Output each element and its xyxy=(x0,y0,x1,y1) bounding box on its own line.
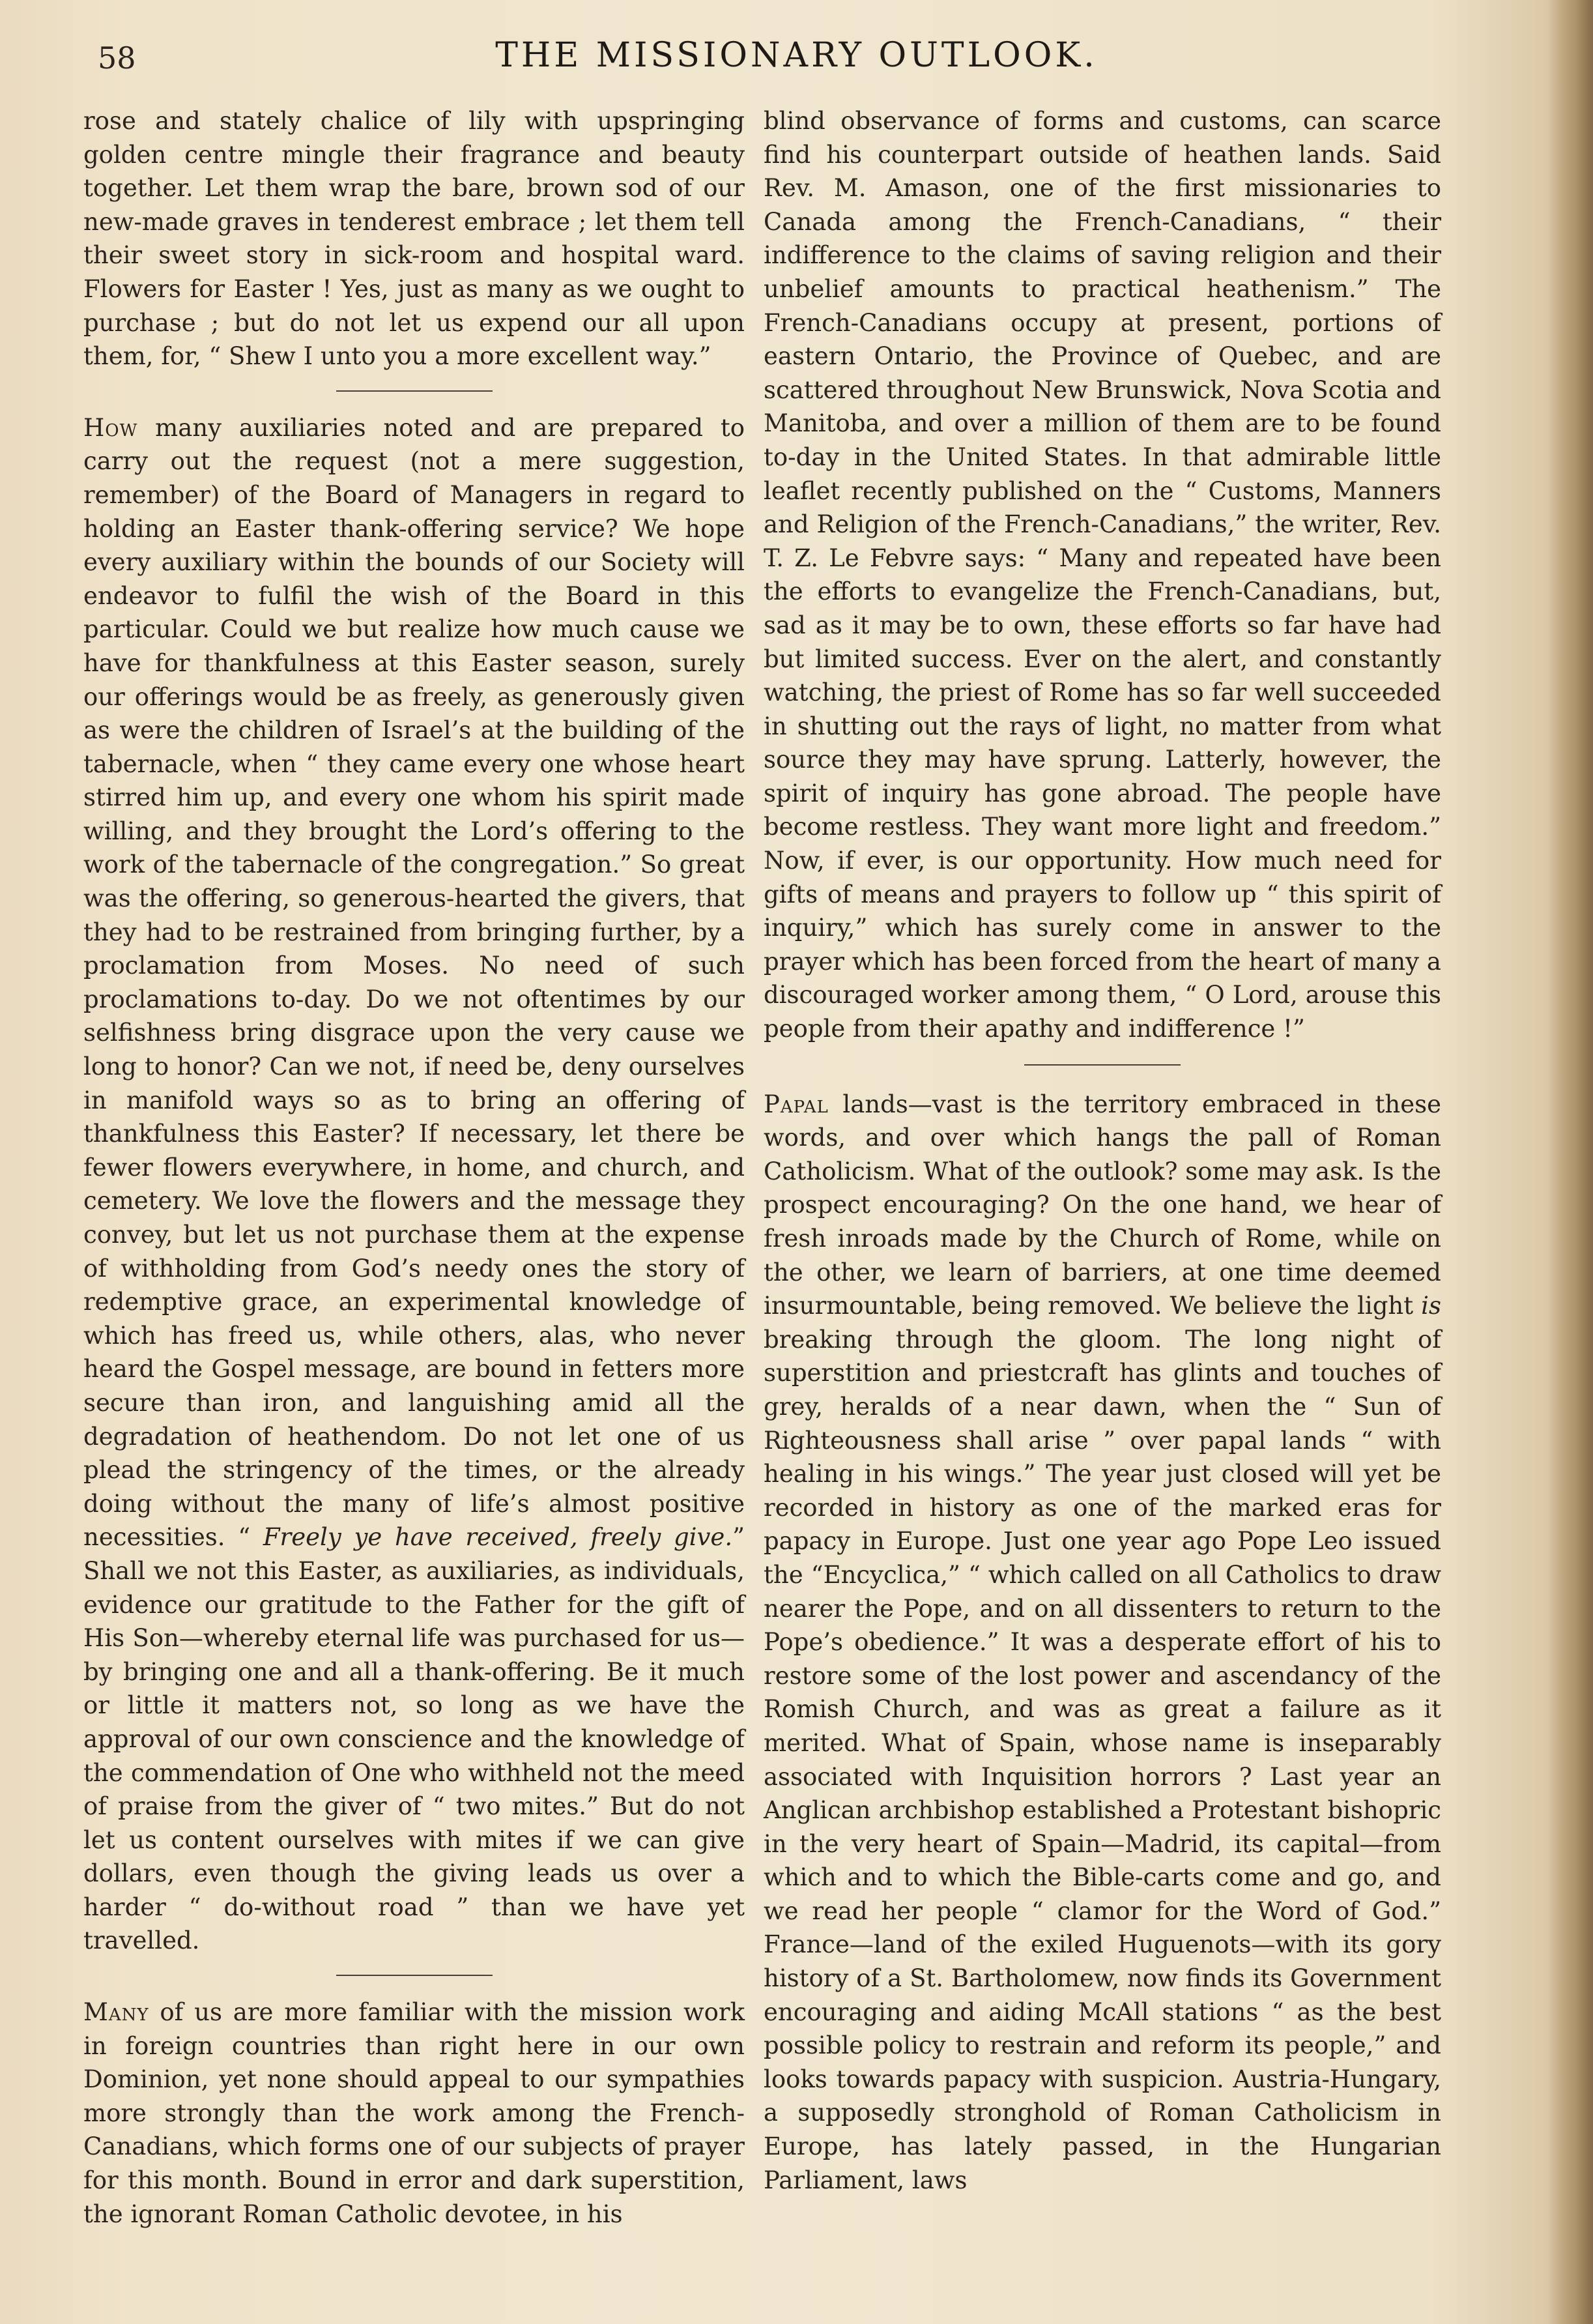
paragraph-text: many auxiliaries noted and are prepared to carry out the request (not a mere suggestion, remember) of the Board of Managers in regard to holding an Easter thank-offering service? We hope every auxiliary within the bounds of our Society will endeavor to fulfil the wish of the Board in this particular. Could we but realize how much cause we have for thankfulness at this Easter season, surely our offerings would be as freely, as generously given as were the children of Israel’s at the building of the tabernacle, when “ they came every one whose heart stirred him up, and every one whom his spirit made willing, and they brought the Lord’s offering to the work of the tabernacle of the congregation.” So great was the offering, so generous-hearted the givers, that they had to be restrained from bringing further, by a proclamation from Moses. No need of such proclamations to-day. Do we not oftentimes by our selfishness bring disgrace upon the very cause we long to honor? Can we not, if need be, deny ourselves in manifold ways so as to bring an offering of thankfulness this Easter? If necessary, let there be fewer flowers everywhere, in home, and church, and cemetery. We love the flowers and the message they convey, but let us not purchase them at the expense of withholding from God’s needy ones the story of redemptive grace, an experimental knowledge of which has freed us, while others, alas, who never heard the Gospel message, are bound in fetters more secure than iron, and languishing amid all the degradation of heathendom. Do not let one of us plead the stringency of the times, or the already doing without the many of life’s almost positive necessities. “ xyxy=(83,413,745,1552)
italic-quote: Freely ye have received, freely give. xyxy=(263,1523,733,1552)
paragraph-lead-word: Papal xyxy=(764,1090,829,1118)
right-column xyxy=(764,104,1441,2197)
section-divider xyxy=(1024,1064,1181,1066)
paragraph-text: ” Shall we not this Easter, as auxiliaries, as individuals, evidence our gratitude to the Father for the gift of His Son—whereby eternal life was purchased for us—by bringing one and all a thank-offering. Be it much or little it matters not, so long as we have the approval of our own conscience and the knowledge of the commendation of One who withheld not the meed of praise from the giver of “ two mites.” But do not let us content ourselves with mites if we can give dollars, even though the giving leads us over a harder “ do-without road ” than we have yet travelled. xyxy=(83,1523,745,1955)
paragraph-text: breaking through the gloom. The long night of superstition and priestcraft has glints and touches of grey, heralds of a near dawn, when the “ Sun of Righteousness shall arise ” over papal lands “ with healing in his wings.” The year just closed will yet be recorded in history as one of the marked eras for papacy in Europe. Just one year ago Pope Leo issued the “Encyclica,” “ which called on all Catholics to draw nearer the Pope, and on all dissenters to return to the Pope’s obedience.” It was a desperate effort of his to restore some of the lost power and ascendancy of the Romish Church, and was as great a failure as it merited. What of Spain, whose name is inseparably associated with Inquisition horrors ? Last year an Anglican archbishop established a Protestant bishopric in the very heart of Spain—Madrid, its capital—from which and to which the Bible-carts come and go, and we read her people “ clamor for the Word of God.” France—land of the exiled Huguenots—with its gory history of a St. Bartholomew, now finds its Government encouraging and aiding McAll stations “ as the best possible policy to restrain and reform its people,” and looks towards papacy with suspicion. Austria-Hungary, a supposedly stronghold of Roman Catholicism in Europe, has lately passed, in the Hungarian Parliament, laws xyxy=(764,1325,1441,2194)
paragraph-easter-thank-offering xyxy=(83,411,745,1958)
left-column xyxy=(83,104,745,2231)
running-title: THE MISSIONARY OUTLOOK. xyxy=(495,36,1098,75)
paragraph-lead-word: Many xyxy=(83,1998,149,2027)
paragraph-text: lands—vast is the territory embraced in these words, and over which hangs the pall of Roman Catholicism. What of the outlook? some may ask. Is the prospect encouraging? On the one hand, we hear of fresh inroads made by the Church of Rome, while on the other, we learn of barriers, at one time deemed insurmountable, being removed. We believe the light xyxy=(764,1090,1441,1320)
section-divider xyxy=(336,390,493,392)
page-number: 58 xyxy=(98,40,136,76)
paragraph-flowers: rose and stately chalice of lily with upspringing golden centre mingle their fragrance and beauty together. Let them wrap the bare, brown sod of our new-made graves in tenderest embrace ; let them tell their sweet story in sick-room and hospital ward. Flowers for Easter ! Yes, just as many as we ought to purchase ; but do not let us expend our all upon them, for, “ Shew I unto you a more excellent way.” xyxy=(83,107,745,371)
paragraph-text: of us are more familiar with the mission work in foreign countries than right here in our own Dominion, yet none should appeal to our sympathies more strongly than the work among the French-Canadians, which forms one of our subjects of prayer for this month. Bound in error and dark superstition, the ignorant Roman Catholic devotee, in his xyxy=(83,1998,745,2228)
paragraph-french-canadians xyxy=(83,1996,745,2231)
section-divider xyxy=(336,1975,493,1976)
paragraph-papal-lands xyxy=(764,1088,1441,2198)
paragraph-french-canadians-continued: blind observance of forms and customs, can scarce find his counterpart outside of heathen lands. Said Rev. M. Amason, one of the first missionaries to Canada among the French-Canadians, “ their indifference to the claims of saving religion and their unbelief amounts to practical heathenism.” The French-Canadians occupy at present, portions of eastern Ontario, the Province of Quebec, and are scattered throughout New Brunswick, Nova Scotia and Manitoba, and over a million of them are to be found to-day in the United States. In that admirable little leaflet recently published on the “ Customs, Manners and Religion of the French-Canadians,” the writer, Rev. T. Z. Le Febvre says: “ Many and repeated have been the efforts to evangelize the French-Canadians, but, sad as it may be to own, these efforts so far have had but limited success. Ever on the alert, and constantly watching, the priest of Rome has so far well succeeded in shutting out the rays of light, no matter from what source they may have sprung. Latterly, however, the spirit of inquiry has gone abroad. The people have become restless. They want more light and freedom.” Now, if ever, is our opportunity. How much need for gifts of means and prayers to follow up “ this spirit of inquiry,” which has surely come in answer to the prayer which has been forced from the heart of many a discouraged worker among them, “ O Lord, arouse this people from their apathy and indifference !” xyxy=(764,107,1441,1043)
page-edge-shadow xyxy=(1547,0,1593,2324)
paragraph-lead-word: How xyxy=(83,413,138,442)
italic-word: is xyxy=(1421,1292,1441,1320)
